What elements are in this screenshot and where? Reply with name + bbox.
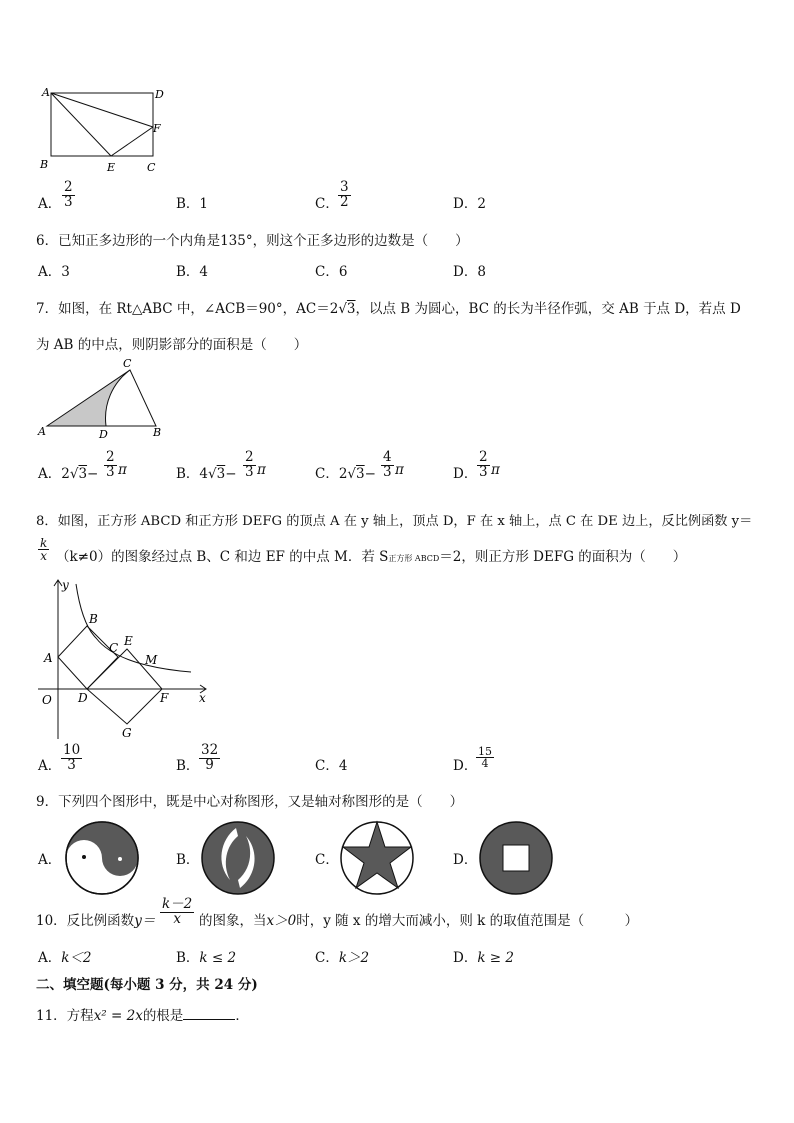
- q5-option-a-frac: [62, 181, 75, 209]
- q7-stem-line2: 为 AB 的中点，则阴影部分的面积是（ ）: [36, 337, 308, 353]
- frac-num: 2: [245, 449, 254, 465]
- q5-label-e: E: [107, 161, 116, 174]
- opt-letter: D．: [453, 950, 478, 966]
- q8-stem-line1: 8．如图，正方形 ABCD 和正方形 DEFG 的顶点 A 在 y 轴上，顶点 D，F 在 x 轴上，点 C 在 DE 边上，反比例函数 y＝: [36, 514, 753, 529]
- frac-num: 4: [383, 449, 392, 465]
- frac-den: 3: [106, 463, 115, 480]
- q7-label-d: D: [99, 428, 108, 440]
- q9-option-c: C．: [315, 852, 339, 868]
- q7-label-c: C: [123, 357, 132, 370]
- q5-figure: [36, 82, 172, 178]
- q10-option-c: [315, 946, 369, 966]
- q7-option-a-frac: [104, 451, 117, 479]
- q6-stem: 6．已知正多边形的一个内角是135°，则这个正多边形的边数是（ ）: [36, 233, 469, 249]
- q9-stem: 9．下列四个图形中，既是中心对称图形，又是轴对称图形的是（ ）: [36, 794, 464, 810]
- q7-option-b-pi: π: [257, 462, 266, 478]
- q7-option-d: D．: [453, 466, 478, 482]
- q8-label-c: C: [109, 641, 119, 655]
- frac-den: 2: [340, 193, 349, 210]
- q7-stem-root: 3: [346, 301, 356, 317]
- frac-den: x: [40, 549, 48, 563]
- opt-minus: −: [225, 466, 237, 482]
- q10-option-a: [38, 946, 92, 966]
- opt-letter: C．: [315, 950, 339, 966]
- q8-figure: [36, 574, 216, 744]
- frac-den: 4: [481, 757, 489, 770]
- q7-option-c: [315, 462, 376, 482]
- frac-den: x: [173, 910, 181, 927]
- frac-num: 2: [479, 449, 488, 465]
- q8-stem-line2: [56, 545, 686, 565]
- q11-equation: x² = 2x: [93, 1008, 143, 1024]
- q11-stem-a: 11．方程: [36, 1008, 94, 1024]
- q5-option-b: B．1: [176, 196, 209, 212]
- q11-stem-end: ．: [235, 1008, 249, 1024]
- q5-label-d: D: [155, 88, 164, 101]
- q7-option-c-frac: [381, 451, 394, 479]
- opt-pre: B．4: [176, 466, 209, 482]
- sqrt-symbol: √: [347, 466, 357, 482]
- q9-option-b: B．: [176, 852, 200, 868]
- opt-minus: −: [87, 466, 99, 482]
- frac-den: 9: [205, 756, 214, 773]
- q5-option-c-frac: [338, 181, 351, 209]
- frac-den: 3: [383, 463, 392, 480]
- q7-option-c-pi: π: [395, 462, 404, 478]
- q7-label-a: A: [38, 425, 46, 438]
- sqrt-symbol: √: [338, 301, 347, 317]
- opt-root: 3: [216, 466, 226, 482]
- sqrt-symbol: √: [69, 466, 79, 482]
- opt-minus: −: [364, 466, 376, 482]
- q5-option-c: C．: [315, 196, 339, 212]
- frac-den: 3: [64, 193, 73, 210]
- q9-crescent-figure: [200, 820, 276, 896]
- q8-stem-2a: （k≠0）的图象经过点 B、C 和边 EF 的中点 M．若 S: [56, 549, 389, 565]
- q9-option-a: A．: [38, 852, 62, 868]
- q5-label-b: B: [40, 158, 49, 171]
- q10-stem-y: y＝: [134, 913, 156, 929]
- q8-label-f: F: [160, 691, 169, 705]
- opt-letter: B．: [176, 950, 200, 966]
- opt-pre: A．2: [38, 466, 70, 482]
- q8-stem-frac: [38, 537, 49, 562]
- q8-label-e: E: [124, 634, 133, 648]
- q9-coin-figure: [478, 820, 554, 896]
- q7-option-a-pi: π: [118, 462, 127, 478]
- q6-option-d: D．8: [453, 264, 486, 280]
- q9-option-d: D．: [453, 852, 478, 868]
- opt-root: 3: [78, 466, 88, 482]
- q10-stem: [36, 909, 155, 929]
- q8-option-b: B．: [176, 758, 200, 774]
- frac-num: 15: [478, 745, 492, 758]
- sqrt-symbol: √: [208, 466, 217, 482]
- frac-num: 10: [63, 742, 81, 758]
- q5-label-c: C: [147, 161, 156, 174]
- q7-option-d-pi: π: [491, 462, 500, 478]
- q5-option-d: D．2: [453, 196, 486, 212]
- opt-expr: k ≤ 2: [199, 950, 237, 966]
- frac-num: k: [40, 536, 48, 550]
- frac-den: 3: [67, 756, 76, 773]
- q10-stem-cond: x＞0: [266, 913, 297, 929]
- q8-option-a: A．: [38, 758, 62, 774]
- q8-stem-2b: ＝2，则正方形 DEFG 的面积为（ ）: [439, 549, 687, 565]
- q8-label-b: B: [89, 612, 98, 626]
- frac-den: 3: [245, 463, 254, 480]
- q5-option-a: A．: [38, 196, 62, 212]
- frac-num: 2: [106, 449, 115, 465]
- q8-label-d: D: [78, 691, 88, 705]
- opt-root: 3: [356, 466, 365, 482]
- q7-option-b-frac: [243, 451, 256, 479]
- q7-option-d-frac: [477, 451, 490, 479]
- q7-figure: [36, 356, 166, 440]
- opt-pre: C．2: [315, 466, 348, 482]
- q8-option-d-frac: [476, 746, 494, 769]
- q8-label-m: M: [145, 653, 158, 667]
- q10-stem-frac: [160, 898, 194, 926]
- q8-label-y: y: [62, 578, 69, 592]
- q8-label-o: O: [42, 693, 52, 707]
- frac-num: 2: [64, 179, 73, 195]
- opt-letter: A．: [38, 950, 62, 966]
- q8-label-x: x: [199, 691, 206, 705]
- q10-stem-a: 10．反比例函数: [36, 913, 135, 929]
- q7-option-a: [38, 462, 98, 482]
- q10-stem-b: 的图象，当: [199, 913, 267, 929]
- q11-stem-b: 的根是: [142, 1008, 184, 1024]
- frac-den: 3: [479, 463, 488, 480]
- q10-option-d: [453, 946, 514, 966]
- q11-stem: [36, 1004, 249, 1024]
- q6-option-a: A．3: [38, 264, 70, 280]
- q6-option-c: C．6: [315, 264, 348, 280]
- q7-stem-line1: [36, 297, 741, 317]
- section-2-title: 二、填空题(每小题 3 分，共 24 分): [36, 977, 258, 993]
- q9-star-figure: [339, 820, 415, 896]
- answer-blank[interactable]: [183, 1007, 235, 1020]
- q10-option-b: [176, 946, 236, 966]
- q7-stem-1b: ，以点 B 为圆心，BC 的长为半径作弧，交 AB 于点 D，若点 D: [355, 301, 741, 317]
- q9-yin-yang-figure: [64, 820, 140, 896]
- q6-option-b: B．4: [176, 264, 209, 280]
- q7-label-b: B: [153, 426, 162, 439]
- q8-label-g: G: [122, 726, 132, 740]
- q7-stem-1a: 7．如图，在 Rt△ABC 中，∠ACB＝90°，AC＝2: [36, 301, 339, 317]
- q5-label-f: F: [153, 122, 161, 135]
- q8-option-c: C．4: [315, 758, 348, 774]
- opt-expr: k ≥ 2: [477, 950, 514, 966]
- opt-expr: k＞2: [338, 950, 370, 966]
- q5-label-a: A: [42, 86, 50, 99]
- frac-num: 3: [340, 179, 349, 195]
- frac-num: k－2: [162, 896, 193, 912]
- q8-label-a: A: [44, 651, 53, 665]
- q8-option-b-frac: [199, 744, 220, 772]
- q8-stem-sub: 正方形 ABCD: [388, 554, 440, 563]
- q7-option-b: [176, 462, 237, 482]
- frac-num: 32: [201, 742, 219, 758]
- q8-option-a-frac: [61, 744, 82, 772]
- q10-stem-rest: [199, 909, 638, 929]
- opt-expr: k＜2: [61, 950, 92, 966]
- q8-option-d: D．: [453, 758, 478, 774]
- q10-stem-c: 时，y 随 x 的增大而减小，则 k 的取值范围是（ ）: [296, 913, 639, 929]
